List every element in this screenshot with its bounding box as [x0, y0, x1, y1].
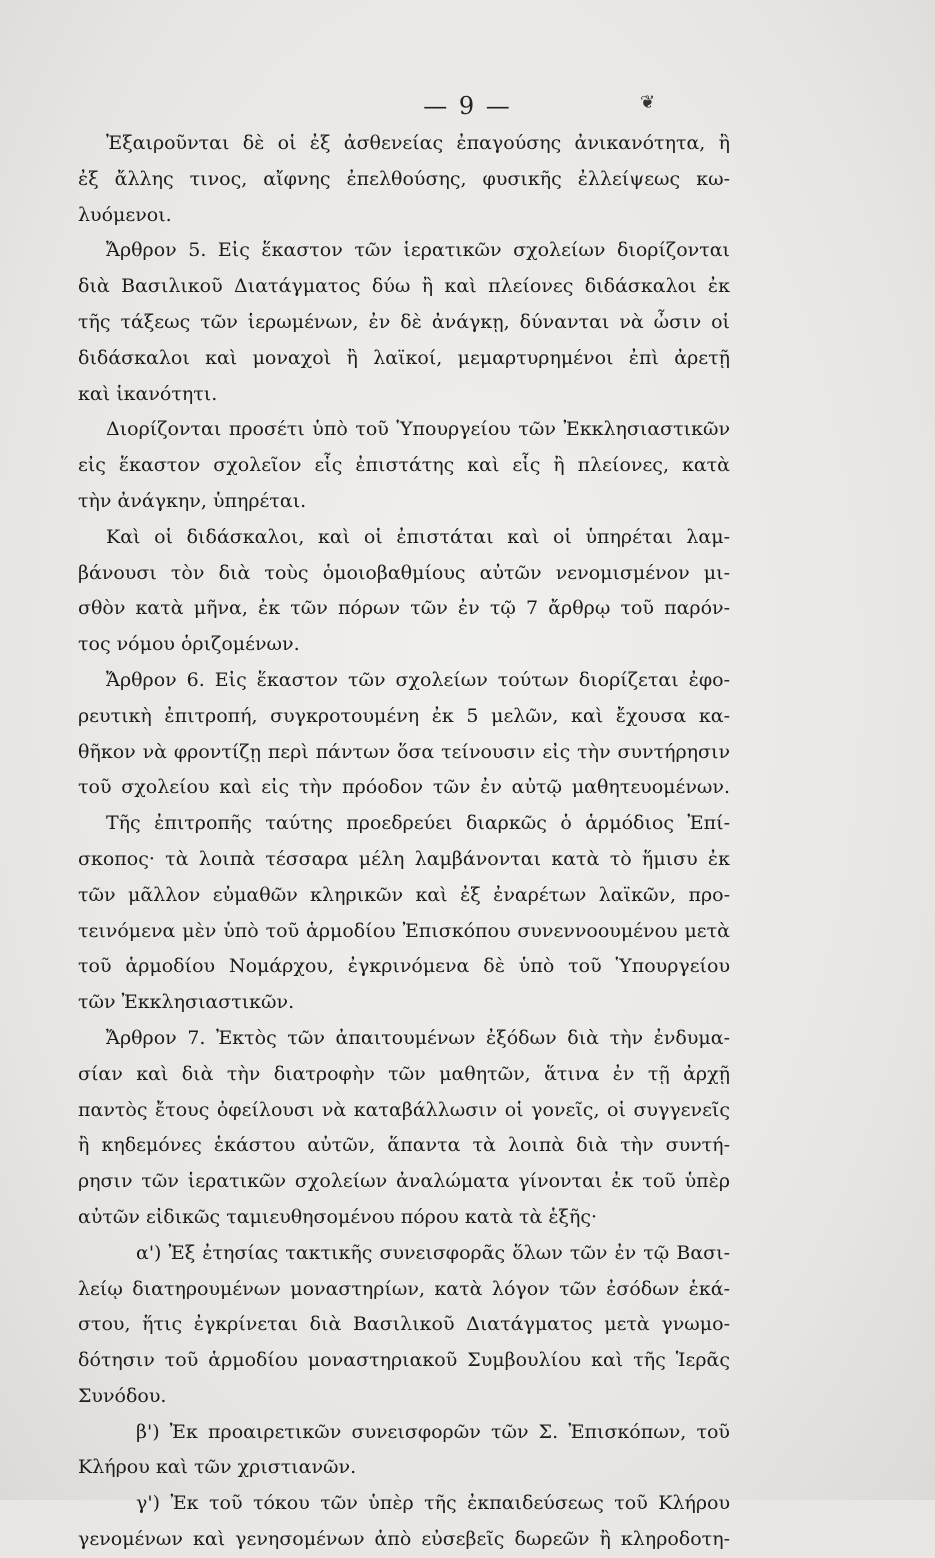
text-line: τῆς τάξεως τῶν ἱερωμένων, ἐν δὲ ἀνάγκῃ, δύνανται νὰ ὦσιν οἱ	[78, 310, 730, 333]
text-line: καὶ ἱκανότητι.	[78, 382, 218, 405]
text-line: Ἄρθρον 7. Ἐκτὸς τῶν ἀπαιτουμένων ἐξόδων διὰ τὴν ἐνδυμα-	[106, 1026, 730, 1049]
text-line: θῆκον νὰ φροντίζῃ περὶ πάντων ὅσα τείνουσιν εἰς τὴν συντήρησιν	[78, 740, 730, 763]
text-line: σίαν καὶ διὰ τὴν διατροφὴν τῶν μαθητῶν, ἅτινα ἐν τῇ ἀρχῇ	[78, 1062, 730, 1085]
body-text	[78, 126, 730, 1558]
text-line: γ') Ἐκ τοῦ τόκου τῶν ὑπὲρ τῆς ἐκπαιδεύσεως τοῦ Κλήρου	[136, 1492, 730, 1515]
text-line: στου, ἥτις ἐγκρίνεται διὰ Βασιλικοῦ Διατάγματος μετὰ γνωμο-	[78, 1313, 730, 1336]
text-line: ἐξ ἄλλης τινος, αἴφνης ἐπελθούσης, φυσικῆς ἐλλείψεως κω-	[78, 167, 730, 190]
text-line: διὰ Βασιλικοῦ Διατάγματος δύω ἢ καὶ πλείονες διδάσκαλοι ἐκ	[78, 275, 730, 298]
page-number: — 9 —	[423, 92, 512, 120]
text-line: εἰς ἕκαστον σχολεῖον εἷς ἐπιστάτης καὶ εἷς ἢ πλείονες, κατὰ	[78, 454, 730, 477]
text-line: Τῆς ἐπιτροπῆς ταύτης προεδρεύει διαρκῶς ὁ ἁρμόδιος Ἐπί-	[106, 812, 730, 835]
text-line: Διορίζονται προσέτι ὑπὸ τοῦ Ὑπουργείου τῶν Ἐκκλησιαστικῶν	[106, 418, 730, 441]
text-line: λυόμενοι.	[78, 203, 172, 226]
text-line: σθὸν κατὰ μῆνα, ἐκ τῶν πόρων τῶν ἐν τῷ 7 ἄρθρῳ τοῦ παρόν-	[78, 597, 730, 620]
text-line: τῶν Ἐκκλησιαστικῶν.	[78, 991, 295, 1014]
text-line: Ἄρθρον 5. Εἰς ἕκαστον τῶν ἱερατικῶν σχολείων διορίζονται	[106, 239, 730, 262]
text-line: σκοπος· τὰ λοιπὰ τέσσαρα μέλη λαμβάνονται κατὰ τὸ ἥμισυ ἐκ	[78, 847, 730, 870]
text-line: αὐτῶν εἰδικῶς ταμιευθησομένου πόρου κατὰ τὰ ἑξῆς·	[78, 1205, 598, 1228]
text-line: λείῳ διατηρουμένων μοναστηρίων, κατὰ λόγον τῶν ἐσόδων ἑκά-	[78, 1277, 730, 1300]
text-line: τεινόμενα μὲν ὑπὸ τοῦ ἁρμοδίου Ἐπισκόπου συνεννοουμένου μετὰ	[78, 919, 730, 942]
text-line: ἢ κηδεμόνες ἑκάστου αὐτῶν, ἅπαντα τὰ λοιπὰ διὰ τὴν συντή-	[78, 1134, 730, 1157]
text-line: τὴν ἀνάγκην, ὑπηρέται.	[78, 489, 307, 512]
text-line: τοῦ ἁρμοδίου Νομάρχου, ἐγκρινόμενα δὲ ὑπὸ τοῦ Ὑπουργείου	[78, 955, 730, 978]
text-line: β') Ἐκ προαιρετικῶν συνεισφορῶν τῶν Σ. Ἐπισκόπων, τοῦ	[136, 1420, 730, 1443]
text-line: παντὸς ἔτους ὀφείλουσι νὰ καταβάλλωσιν οἱ γονεῖς, οἱ συγγενεῖς	[78, 1098, 730, 1121]
text-line: διδάσκαλοι καὶ μοναχοὶ ἢ λαϊκοί, μεμαρτυρημένοι ἐπὶ ἀρετῇ	[78, 346, 730, 369]
corner-ornament-icon: ❦	[640, 92, 656, 113]
text-line: γενομένων καὶ γενησομένων ἀπὸ εὐσεβεῖς δωρεῶν ἢ κληροδοτη-	[78, 1528, 730, 1551]
text-line: ρευτικὴ ἐπιτροπή, συγκροτουμένη ἐκ 5 μελῶν, καὶ ἔχουσα κα-	[78, 704, 730, 727]
text-line: Ἄρθρον 6. Εἰς ἕκαστον τῶν σχολείων τούτων διορίζεται ἐφο-	[106, 668, 730, 691]
text-line: τος νόμου ὁριζομένων.	[78, 633, 300, 656]
text-line: βάνουσι τὸν διὰ τοὺς ὁμοιοβαθμίους αὐτῶν νενομισμένον μι-	[78, 561, 730, 584]
text-line: Κλήρου καὶ τῶν χριστιανῶν.	[78, 1456, 357, 1479]
text-line: Καὶ οἱ διδάσκαλοι, καὶ οἱ ἐπιστάται καὶ οἱ ὑπηρέται λαμ-	[106, 525, 730, 548]
text-line: α') Ἐξ ἐτησίας τακτικῆς συνεισφορᾶς ὅλων τῶν ἐν τῷ Βασι-	[136, 1241, 730, 1264]
text-line: Συνόδου.	[78, 1384, 167, 1407]
text-line: ρησιν τῶν ἱερατικῶν σχολείων ἀναλώματα γίνονται ἐκ τοῦ ὑπὲρ	[78, 1170, 730, 1193]
text-line: δότησιν τοῦ ἁρμοδίου μοναστηριακοῦ Συμβουλίου καὶ τῆς Ἱερᾶς	[78, 1349, 730, 1372]
text-line: τοῦ σχολείου καὶ εἰς τὴν πρόοδον τῶν ἐν αὐτῷ μαθητευομένων.	[78, 776, 730, 799]
text-line: τῶν μᾶλλον εὐμαθῶν κληρικῶν καὶ ἐξ ἐναρέτων λαϊκῶν, προ-	[78, 883, 730, 906]
text-line: Ἐξαιροῦνται δὲ οἱ ἐξ ἀσθενείας ἐπαγούσης ἀνικανότητα, ἢ	[106, 132, 730, 154]
